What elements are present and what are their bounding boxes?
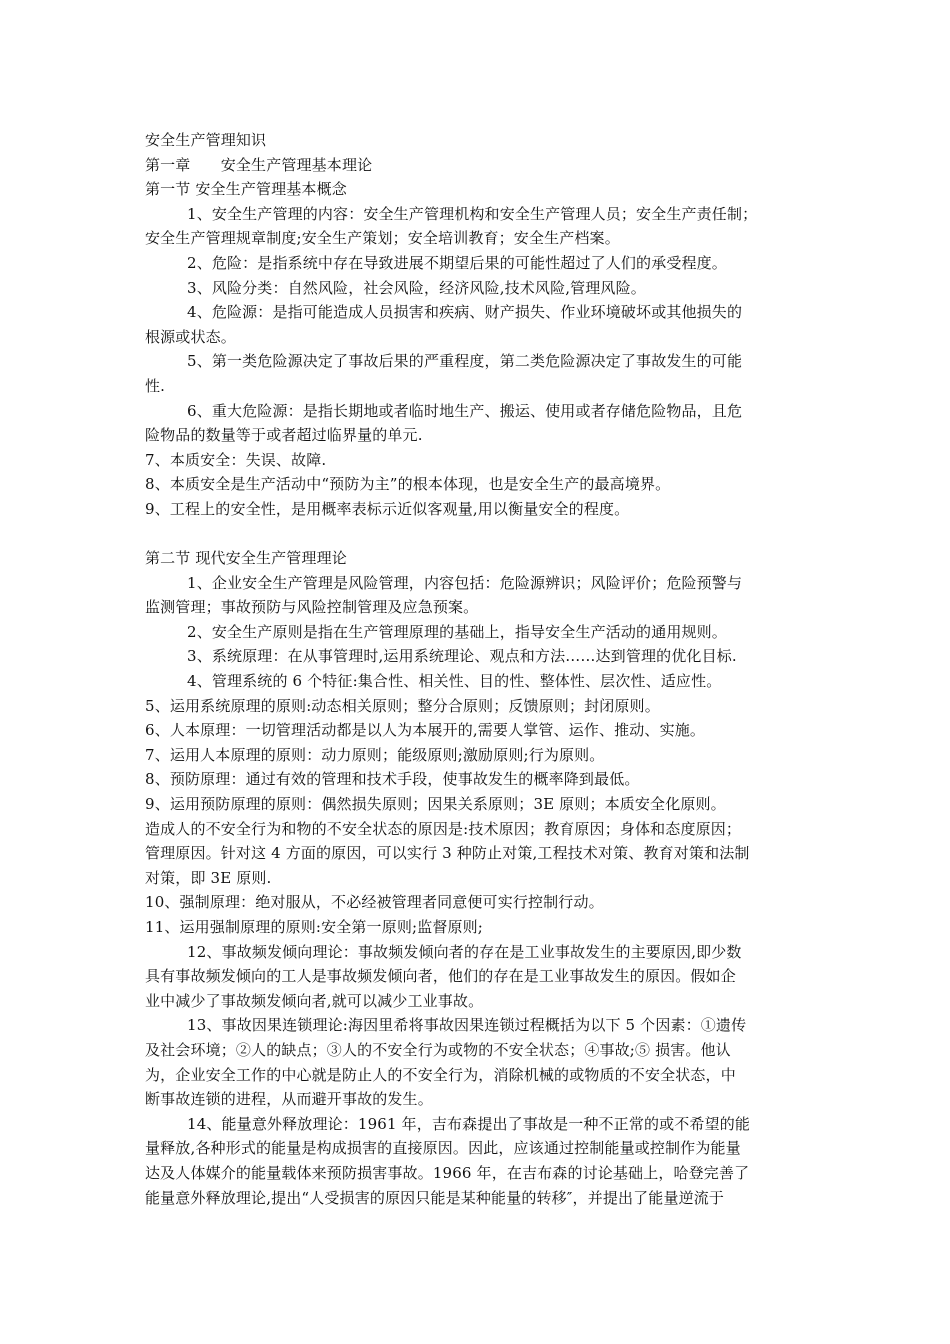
text-line: 第二节 现代安全生产管理理论 [145, 549, 347, 568]
text-line: 4、危险源：是指可能造成人员损害和疾病、财产损失、作业环境破坏或其他损失的 [187, 303, 743, 322]
text-line: 3、风险分类：自然风险，社会风险，经济风险,技术风险,管理风险。 [187, 278, 646, 297]
text-line: 能量意外释放理论,提出“人受损害的原因只能是某种能量的转移″，并提出了能量逆流于 [145, 1188, 725, 1207]
text-line: 7、本质安全：失误、故障. [145, 450, 327, 469]
text-line: 9、运用预防原理的原则：偶然损失原则；因果关系原则；3E 原则；本质安全化原则。 [145, 795, 726, 814]
text-line: 及社会环境；②人的缺点；③人的不安全行为或物的不安全状态；④事故;⑤ 损害。他认 [145, 1040, 731, 1059]
text-line: 安全生产管理知识 [145, 131, 267, 149]
text-line: 2、安全生产原则是指在生产管理原理的基础上，指导安全生产活动的通用规则。 [187, 622, 727, 641]
text-line: 10、强制原理：绝对服从，不必经被管理者同意便可实行控制行动。 [145, 893, 604, 912]
text-line: 达及人体媒介的能量载体来预防损害事故。1966 年，在吉布森的讨论基础上，哈登完善了 [145, 1163, 750, 1182]
text-line: 1、企业安全生产管理是风险管理，内容包括：危险源辨识；风险评价；危险预警与 [187, 573, 743, 592]
text-line: 断事故连锁的进程，从而避开事故的发生。 [145, 1090, 433, 1109]
text-line: 5、运用系统原理的原则:动态相关原则；整分合原则；反馈原则；封闭原则。 [145, 696, 660, 715]
text-line: 险物品的数量等于或者超过临界量的单元. [145, 426, 423, 445]
text-line: 安全生产管理规章制度;安全生产策划；安全培训教育；安全生产档案。 [145, 229, 620, 248]
text-line: 具有事故频发倾向的工人是事故频发倾向者，他们的存在是工业事故发生的原因。假如企 [145, 967, 736, 986]
text-line: 量释放,各种形式的能量是构成损害的直接原因。因此，应该通过控制能量或控制作为能量 [145, 1139, 741, 1158]
text-line: 对策，即 3E 原则. [145, 868, 272, 887]
text-line [145, 522, 810, 547]
text-line: 业中减少了事故频发倾向者,就可以减少工业事故。 [145, 991, 484, 1010]
text-line: 第一章 安全生产管理基本理论 [145, 155, 373, 174]
text-line: 11、运用强制原理的原则:安全第一原则;监督原则; [145, 918, 484, 936]
text-line: 监测管理；事故预防与风险控制管理及应急预案。 [145, 598, 479, 617]
text-line: 2、危险：是指系统中存在导致进展不期望后果的可能性超过了人们的承受程度。 [187, 253, 727, 272]
text-line: 6、人本原理：一切管理活动都是以人为本展开的,需要人掌管、运作、推动、实施。 [145, 721, 706, 740]
text-line: 6、重大危险源：是指长期地或者临时地生产、搬运、使用或者存储危险物品，且危 [187, 401, 743, 420]
document-page [145, 128, 810, 1210]
text-line: 8、本质安全是生产活动中“预防为主”的根本体现，也是安全生产的最高境界。 [145, 475, 671, 494]
text-line: 为，企业安全工作的中心就是防止人的不安全行为，消除机械的或物质的不安全状态，中 [145, 1065, 736, 1084]
text-line: 3、系统原理：在从事管理时,运用系统理论、观点和方法……达到管理的优化目标. [187, 647, 737, 666]
text-line: 14、能量意外释放理论：1961 年，吉布森提出了事故是一种不正常的或不希望的能 [187, 1114, 751, 1133]
text-line: 9、工程上的安全性，是用概率表标示近似客观量,用以衡量安全的程度。 [145, 499, 630, 518]
text-line: 4、管理系统的 6 个特征:集合性、相关性、目的性、整体性、层次性、适应性。 [187, 672, 722, 691]
text-line: 1、安全生产管理的内容：安全生产管理机构和安全生产管理人员；安全生产责任制； [187, 204, 758, 223]
text-line: 12、事故频发倾向理论：事故频发倾向者的存在是工业事故发生的主要原因,即少数 [187, 942, 742, 961]
text-line: 7、运用人本原理的原则：动力原则；能级原则;激励原则;行为原则。 [145, 745, 605, 764]
text-line: 管理原因。针对这 4 方面的原因，可以实行 3 种防止对策,工程技术对策、教育对策和法制 [145, 844, 750, 863]
text-line: 5、第一类危险源决定了事故后果的严重程度，第二类危险源决定了事故发生的可能 [187, 352, 743, 371]
text-line: 性. [145, 376, 166, 395]
text-line: 8、预防原理：通过有效的管理和技术手段，使事故发生的概率降到最低。 [145, 770, 640, 789]
text-line: 13、事故因果连锁理论:海因里希将事故因果连锁过程概括为以下 5 个因素：①遗传 [187, 1016, 747, 1035]
text-line: 造成人的不安全行为和物的不安全状态的原因是:技术原因；教育原因；身体和态度原因； [145, 819, 742, 838]
text-line: 根源或状态。 [145, 327, 236, 346]
text-line: 第一节 安全生产管理基本概念 [145, 180, 347, 199]
